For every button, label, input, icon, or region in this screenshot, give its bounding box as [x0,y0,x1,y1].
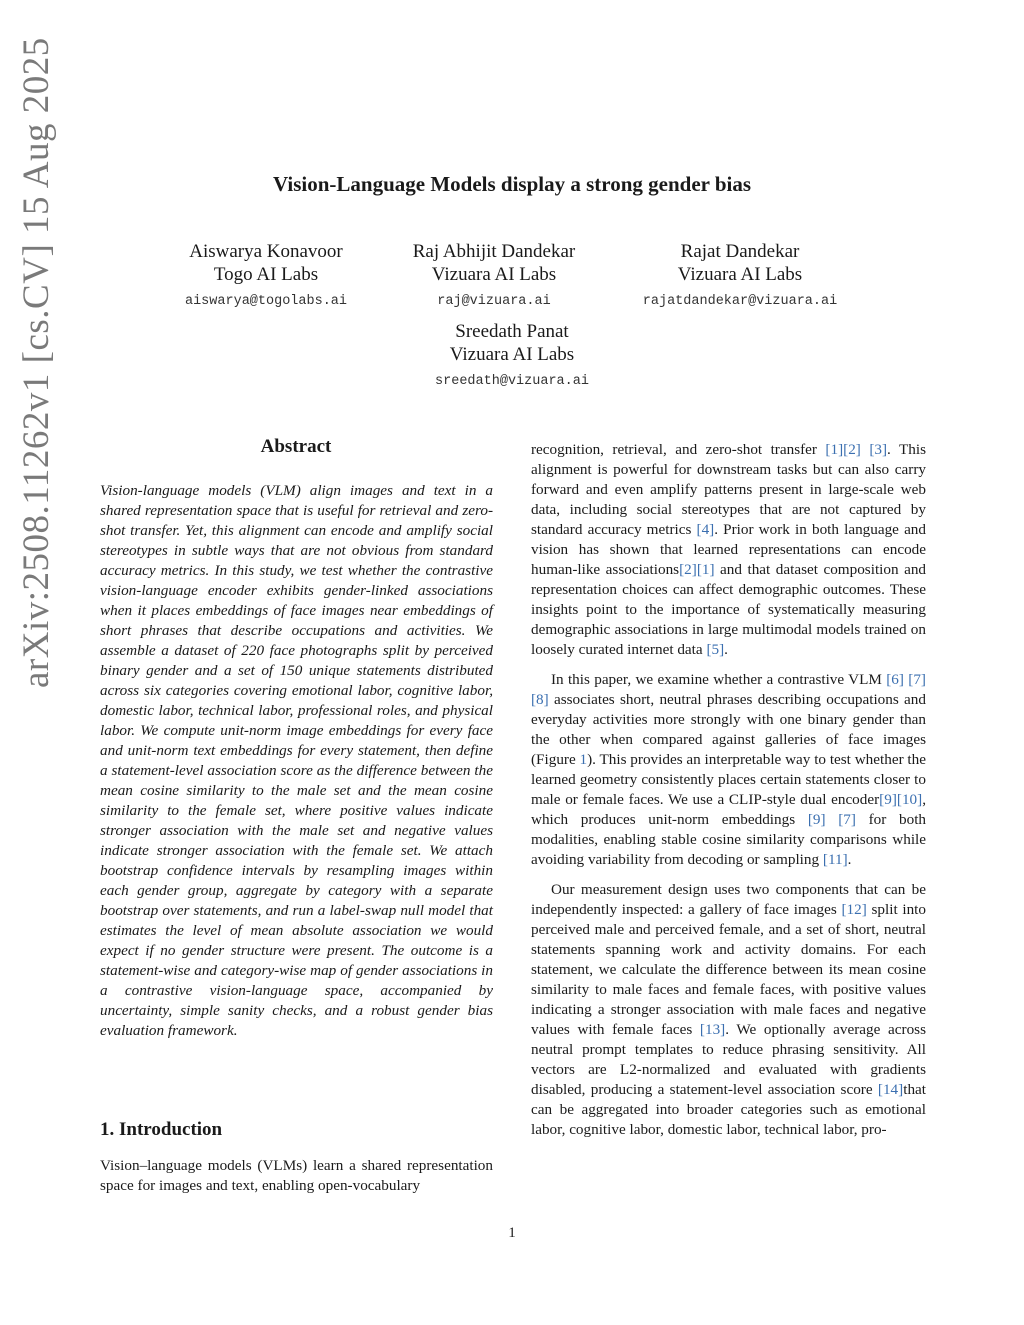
author-affiliation: Vizuara AI Labs [677,264,803,285]
author-name: Raj Abhijit Dandekar [412,241,576,262]
author-name: Rajat Dandekar [680,241,800,262]
intro-paragraph-2: In this paper, we examine whether a contrastive VLM [6] [7] [8] associates short, neutral phrases describing occupations and everyday activities more strongly with one binary gender than the other when compared against galleries of face images (Figure 1). This provides an interpretable way to test whether the learned geometry consistently places certain statements closer to male or female faces. We use a CLIP-style dual encoder[9][10], which produces unit-norm embeddings [9] [7] for both modalities, enabling stable cosine similarity comparisons while avoiding variability from decoding or sampling [11]. [531,671,927,868]
citation-link[interactable]: [12] [841,901,867,918]
author-email[interactable]: aiswarya@togolabs.ai [184,294,348,309]
intro-paragraph-1-continued: recognition, retrieval, and zero-shot transfer [1][2] [3]. This alignment is powerful for downstream tasks but can also carry forward and even amplify patterns present in large-scale web data, including social stereotypes that are not captured by standard accuracy metrics [4]. Prior work in both language and vision has shown that learned representations can encode human-like associations[2][1] and that dataset composition and representation choices can affect demographic outcomes. These insights point to the importance of systematically measuring demographic associations in large multimodal models trained on loosely curated internet data [5]. [531,441,927,658]
citation-link[interactable]: [11] [822,851,848,868]
author-name: Aiswarya Konavoor [189,241,343,262]
author-block-3 [620,240,860,313]
author-block-4 [392,320,632,393]
citation-link[interactable]: [7] [908,671,926,688]
author-affiliation: Vizuara AI Labs [449,344,575,365]
author-block-2 [374,240,614,313]
citation-link[interactable]: [3] [869,441,888,458]
citation-link[interactable]: [1] [825,441,844,458]
citation-link[interactable]: [9] [807,811,826,828]
citation-link[interactable]: [8] [531,691,549,708]
author-email[interactable]: rajatdandekar@vizuara.ai [642,294,838,309]
citation-link[interactable]: [14] [877,1081,904,1098]
arxiv-identifier-stamp: arXiv:2508.11262v1 [cs.CV] 15 Aug 2025 [16,37,57,688]
page-number: 1 [508,1225,516,1241]
abstract-heading: Abstract [260,436,332,457]
citation-link[interactable]: [1] [696,561,715,578]
citation-link[interactable]: [9] [879,791,897,808]
intro-paragraph-1-start: Vision–language models (VLMs) learn a shared representation space for images and text, enabling open-vocabulary [100,1157,493,1194]
citation-link[interactable]: [2] [679,561,697,578]
figure-reference-link[interactable]: 1 [579,751,588,768]
author-block-1 [146,240,386,313]
intro-paragraph-3: Our measurement design uses two components that can be independently inspected: a gallery of face images [12] split into perceived male and perceived female, and a set of short, neutral statements spanning work and activity domains. For each statement, we calculate the difference between its mean cosine similarity to male faces and female faces, with positive values indicating a stronger association with male faces and negative values with female faces [13]. We optionally average across neutral prompt templates to reduce phrasing sensitivity. All vectors are L2-normalized and evaluated with gradients disabled, producing a statement-level association score [14]that can be aggregated into broader categories such as emotional labor, cognitive labor, domestic labor, technical labor, pro- [531,881,926,1138]
citation-link[interactable]: [5] [706,641,725,658]
citation-link[interactable]: [10] [896,791,923,808]
paper-title: Vision-Language Models display a strong gender bias [272,172,752,196]
citation-link[interactable]: [13] [699,1021,726,1038]
author-email[interactable]: sreedath@vizuara.ai [435,374,589,389]
author-affiliation: Vizuara AI Labs [431,264,557,285]
author-name: Sreedath Panat [455,321,569,342]
citation-link[interactable]: [6] [886,671,904,688]
section-heading-introduction: 1. Introduction [100,1119,223,1140]
abstract-text: Vision-language models (VLM) align images and text in a shared representation space that is useful for retrieval and zero-shot transfer. Yet, this alignment can encode and amplify social stereotypes in subtle ways that are not obvious from standard accuracy metrics. In this study, we test whether the contrastive vision-language encoder exhibits gender-linked associations when it places embeddings of face images near embeddings of short phrases that describe occupations and activities. We assemble a dataset of 220 face photographs split by perceived binary gender and a set of 150 unique statements distributed across six categories covering emotional labor, cognitive labor, domestic labor, technical labor, professional roles, and physical labor. We compute unit-norm image embeddings for every face and unit-norm text embeddings for every statement, then define a statement-level association score as the difference between the mean cosine similarity to the male set and the mean cosine similarity to the female set, where positive values indicate stronger association with the male set and negative values indicate stronger association with the female set. We attach bootstrap confidence intervals by resampling images within each gender group, aggregate by category with a separate bootstrap over statements, and run a label-swap null model that estimates the level of mean absolute association we would expect if no gender structure were present. The outcome is a statement-wise and category-wise map of gender associations in a contrastive vision-language space, accompanied by uncertainty, simple sanity checks, and a robust gender bias evaluation framework. [100,482,493,1039]
citation-link[interactable]: [7] [838,811,856,828]
citation-link[interactable]: [2] [843,441,861,458]
citation-link[interactable]: [4] [696,521,715,538]
author-email[interactable]: raj@vizuara.ai [437,294,551,309]
right-column [531,440,926,1150]
author-affiliation: Togo AI Labs [213,264,319,285]
